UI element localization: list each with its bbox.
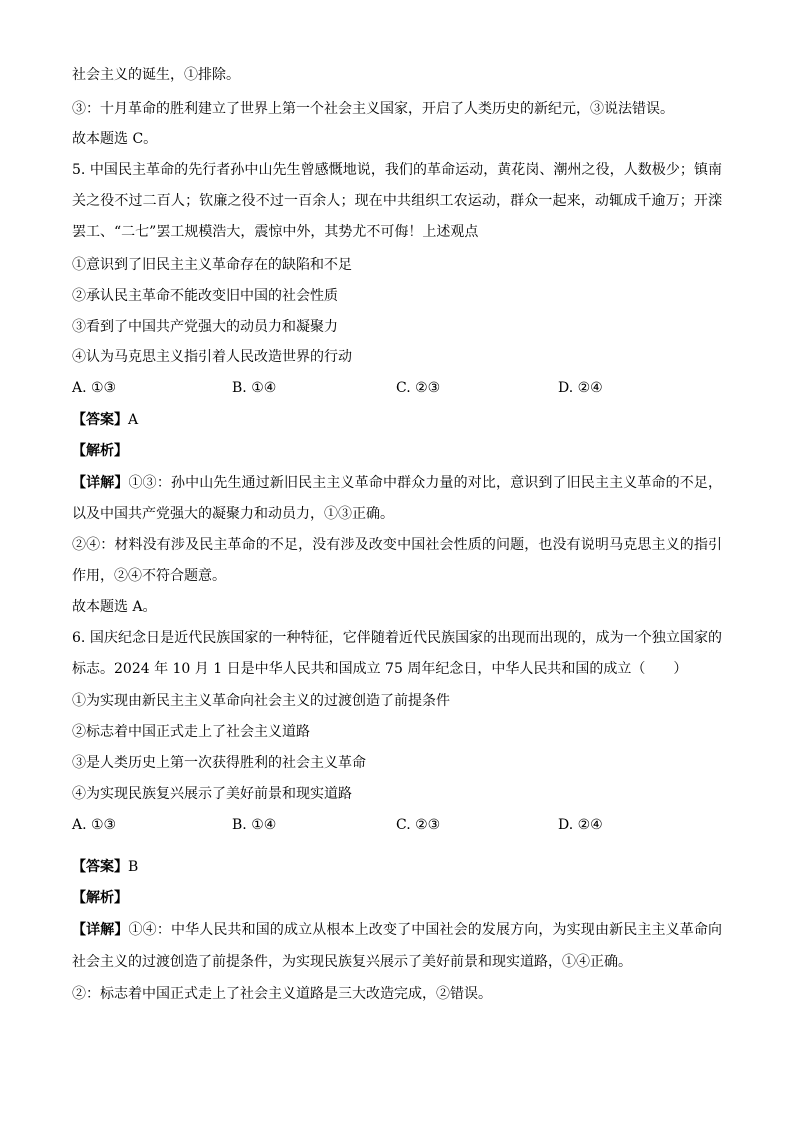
q5-statement-3: ③看到了中国共产党强大的动员力和凝聚力 <box>72 319 338 335</box>
text-line: ③：十月革命的胜利建立了世界上第一个社会主义国家，开启了人类历史的新纪元，③说法错误。 <box>72 101 674 117</box>
q6-detail-line-2: 社会主义的过渡创造了前提条件，为实现民族复兴展示了美好前景和现实道路，①④正确。 <box>72 954 632 970</box>
q6-statement-4: ④为实现民族复兴展示了美好前景和现实道路 <box>72 786 352 802</box>
answer-label: 【答案】 <box>72 412 128 428</box>
q5-detail-line-2: 以及中国共产党强大的凝聚力和动员力，①③正确。 <box>72 506 394 522</box>
q5-option-a: A. ①③ <box>72 380 117 396</box>
q5-option-c: C. ②③ <box>396 380 441 396</box>
q5-analysis-label: 【解析】 <box>72 443 128 459</box>
q6-statement-1: ①为实现由新民主主义革命向社会主义的过渡创造了前提条件 <box>72 693 450 709</box>
q6-detail-line-1 <box>72 921 722 939</box>
text-line: 故本题选 C。 <box>72 131 158 147</box>
q6-option-b: B. ①④ <box>232 817 277 833</box>
q6-statement-3: ③是人类历史上第一次获得胜利的社会主义革命 <box>72 755 366 771</box>
q5-detail-line-3: ②④：材料没有涉及民主革命的不足，没有涉及改变中国社会性质的问题，也没有说明马克思主义的指引 <box>72 537 722 553</box>
q5-option-d: D. ②④ <box>558 380 603 396</box>
answer-value: B <box>128 859 139 875</box>
q5-detail-line-4: 作用，②④不符合题意。 <box>72 568 226 584</box>
q5-detail-line-1 <box>72 474 722 492</box>
q5-statement-4: ④认为马克思主义指引着人民改造世界的行动 <box>72 349 352 365</box>
q5-answer <box>72 411 138 429</box>
q6-option-a: A. ①③ <box>72 817 117 833</box>
detail-text: ①③：孙中山先生通过新旧民主主义革命中群众力量的对比，意识到了旧民主主义革命的不足， <box>128 475 723 491</box>
q6-statement-2: ②标志着中国正式走上了社会主义道路 <box>72 724 310 740</box>
q6-answer <box>72 858 138 876</box>
answer-value: A <box>128 412 139 428</box>
q5-stem-line-2: 关之役不过二百人；钦廉之役不过一百余人；现在中共组织工农运动，群众一起来，动辄成千逾万；开滦 <box>72 193 722 209</box>
q5-statement-2: ②承认民主革命不能改变旧中国的社会性质 <box>72 288 338 304</box>
q5-statement-1: ①意识到了旧民主主义革命存在的缺陷和不足 <box>72 257 352 273</box>
q5-stem-line-3: 罢工、“二七”罢工规模浩大，震惊中外，其势尤不可侮！上述观点 <box>72 224 479 240</box>
q6-stem-line-1: 6. 国庆纪念日是近代民族国家的一种特征，它伴随着近代民族国家的出现而出现的，成为一个独立国家的 <box>72 630 722 646</box>
q6-stem-line-2: 标志。2024 年 10 月 1 日是中华人民共和国成立 75 周年纪念日，中华人民共和国的成立（ ） <box>72 661 688 677</box>
answer-label: 【答案】 <box>72 859 128 875</box>
detail-text: ①④：中华人民共和国的成立从根本上改变了中国社会的发展方向，为实现由新民主主义革命向 <box>128 922 723 938</box>
text-line: 社会主义的诞生，①排除。 <box>72 67 240 83</box>
q5-option-b: B. ①④ <box>232 380 277 396</box>
q6-analysis-label: 【解析】 <box>72 890 128 906</box>
q6-option-d: D. ②④ <box>558 817 603 833</box>
q5-stem-line-1: 5. 中国民主革命的先行者孙中山先生曾感慨地说，我们的革命运动，黄花岗、潮州之役，人数极少；镇南 <box>72 162 722 178</box>
q6-option-c: C. ②③ <box>396 817 441 833</box>
q6-detail-line-3: ②：标志着中国正式走上了社会主义道路是三大改造完成，②错误。 <box>72 986 492 1002</box>
detail-label: 【详解】 <box>72 475 129 491</box>
q5-conclusion: 故本题选 A。 <box>72 599 157 615</box>
detail-label: 【详解】 <box>72 922 129 938</box>
